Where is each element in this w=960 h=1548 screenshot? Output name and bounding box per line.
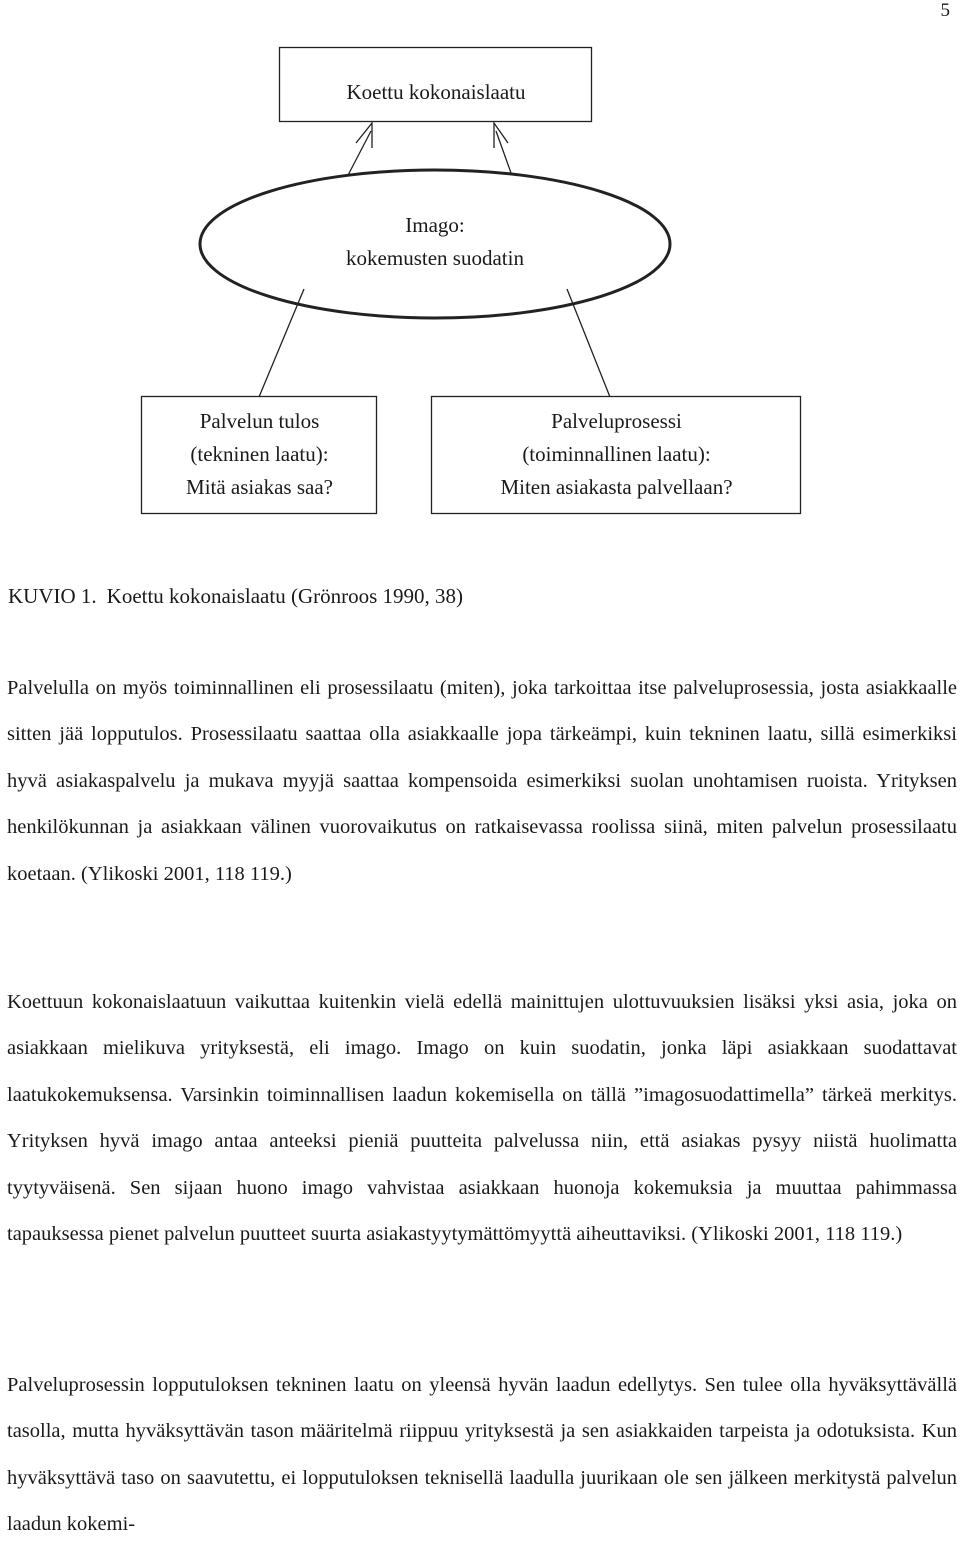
ellipse-line-1: Imago: xyxy=(405,213,465,237)
right-box-line-1: Palveluprosessi xyxy=(551,409,682,433)
quality-diagram xyxy=(0,0,960,520)
right-box-line-2: (toiminnallinen laatu): xyxy=(522,442,711,466)
top-box-label xyxy=(280,76,592,109)
caption-text: Koettu kokonaislaatu (Grönroos 1990, 38) xyxy=(106,584,464,608)
connector-left xyxy=(259,289,304,397)
paragraph-2: Koettuun kokonaislaatuun vaikuttaa kuitenkin vielä edellä mainittujen ulottuvuuksien lisäksi yksi asia, joka on asiakkaan mielikuva yrityksestä, eli imago. Imago on kuin suodatin, jonka läpi asiakkaan suodattavat laatukokemuksensa. Varsinkin toiminnallisen laadun kokemisella on tällä ”imagosuodattimella” tärkeä merkitys. Yrityksen hyvä imago antaa anteeksi pieniä puutteita palvelussa niin, että asiakas pysyy niistä huolimatta tyytyväisenä. Sen sijaan huono imago vahvistaa asiakkaan huonoja kokemuksia ja muuttaa pahimmassa tapauksessa pienet palvelun puutteet suurta asiakastyytymättömyyttä aiheuttaviksi. (Ylikoski 2001, 118 119.) xyxy=(7,991,957,1246)
paragraph-3: Palveluprosessin lopputuloksen tekninen laatu on yleensä hyvän laadun edellytys. Sen tulee olla hyväksyttävällä tasolla, mutta hyväksyttävän tason määritelmä riippuu yrityksestä ja sen asiakkaiden tarpeista ja odotuksista. Kun hyväksyttävä taso on saavutettu, ei lopputuloksen teknisellä laadulla juurikaan ole sen jälkeen merkitystä palvelun laadun kokemi- xyxy=(7,1374,957,1536)
ellipse-line-2: kokemusten suodatin xyxy=(346,246,524,270)
right-box-label xyxy=(432,405,801,504)
paragraph-1: Palvelulla on myös toiminnallinen eli prosessilaatu (miten), joka tarkoittaa itse palveluprosessia, josta asiakkaalle sitten jää lopputulos. Prosessilaatu saattaa olla asiakkaalle jopa tärkeämpi, kuin tekninen laatu, sillä esimerkiksi hyvä asiakaspalvelu ja mukava myyjä saattaa kompensoida esimerkiksi suolan unohtamisen ruoista. Yrityksen henkilökunnan ja asiakkaan välinen vuorovaikutus on ratkaisevassa roolissa siinä, miten palvelun prosessilaatu koetaan. (Ylikoski 2001, 118 119.) xyxy=(7,677,957,885)
left-box-label xyxy=(142,405,377,504)
ellipse-label xyxy=(200,209,670,275)
left-box-line-3: Mitä asiakas saa? xyxy=(186,475,333,499)
figure-caption xyxy=(8,581,463,611)
right-box-line-3: Miten asiakasta palvellaan? xyxy=(500,475,733,499)
page-number: 5 xyxy=(940,0,950,21)
top-box-text: Koettu kokonaislaatu xyxy=(346,80,526,104)
connector-right xyxy=(567,289,610,397)
caption-label: KUVIO 1. xyxy=(8,584,97,608)
left-box-line-2: (tekninen laatu): xyxy=(190,442,329,466)
left-box-line-1: Palvelun tulos xyxy=(199,409,320,433)
